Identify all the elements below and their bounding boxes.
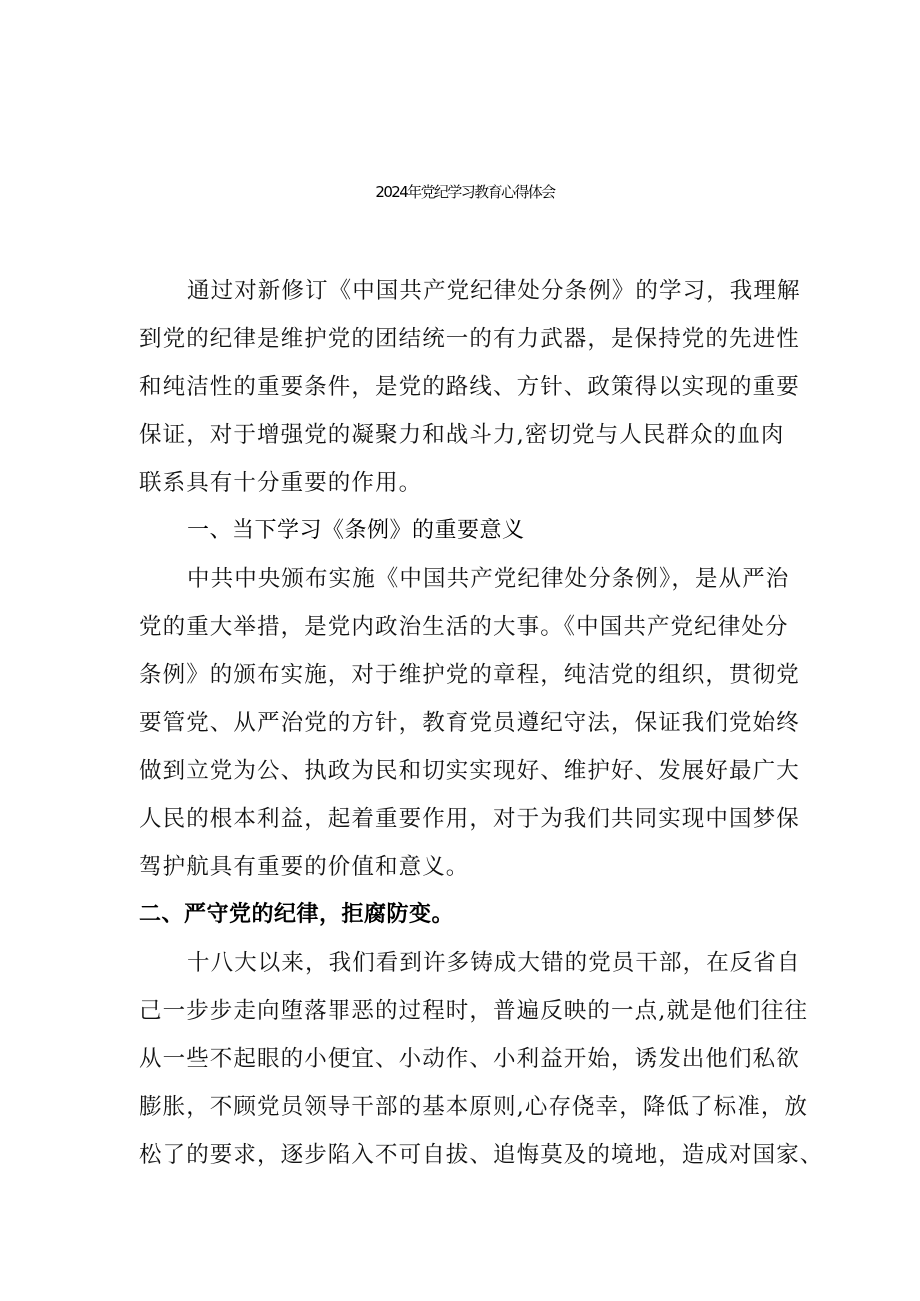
document-title: 2024年党纪学习教育心得体会: [375, 183, 555, 201]
paragraph-2-line-7: 驾护航具有重要的价值和意义。: [139, 854, 470, 880]
paragraph-3-line-1: 十八大以来，我们看到许多铸成大错的党员干部，在反省自: [187, 950, 801, 976]
paragraph-2-line-6: 人民的根本利益，起着重要作用，对于为我们共同实现中国梦保: [139, 806, 800, 832]
paragraph-2-line-3: 条例》的颁布实施，对于维护党的章程，纯洁党的组织，贯彻党: [139, 662, 800, 688]
paragraph-1-line-1: 通过对新修订《中国共产党纪律处分条例》的学习，我理解: [187, 278, 801, 304]
paragraph-2-line-2: 党的重大举措，是党内政治生活的大事。《中国共产党纪律处分: [139, 614, 789, 640]
paragraph-2-line-5: 做到立党为公、执政为民和切实实现好、维护好、发展好最广大: [139, 758, 800, 784]
paragraph-3-line-2: 己一步步走向堕落罪恶的过程时，普遍反映的一点,就是他们往往: [139, 998, 809, 1024]
paragraph-3-line-4: 膨胀，不顾党员领导干部的基本原则,心存侥幸，降低了标准，放: [139, 1094, 809, 1120]
paragraph-1-line-2: 到党的纪律是维护党的团结统一的有力武器，是保持党的先进性: [139, 326, 800, 352]
paragraph-1-line-3: 和纯洁性的重要条件，是党的路线、方针、政策得以实现的重要: [139, 374, 800, 400]
paragraph-2-line-1: 中共中央颁布实施《中国共产党纪律处分条例》，是从严治: [187, 566, 790, 592]
paragraph-3-line-3: 从一些不起眼的小便宜、小动作、小利益开始，诱发出他们私欲: [139, 1046, 800, 1072]
paragraph-3-line-5: 松了的要求，逐步陷入不可自拔、追悔莫及的境地，造成对国家、: [139, 1142, 824, 1168]
paragraph-2-line-4: 要管党、从严治党的方针，教育党员遵纪守法，保证我们党始终: [139, 710, 800, 736]
section-heading-1: 一、当下学习《条例》的重要意义: [187, 518, 525, 543]
section-heading-2: 二、严守党的纪律，拒腐防变。: [139, 902, 455, 927]
paragraph-1-line-5: 联系具有十分重要的作用。: [139, 470, 423, 496]
paragraph-1-line-4: 保证，对于增强党的凝聚力和战斗力,密切党与人民群众的血肉: [139, 422, 785, 448]
